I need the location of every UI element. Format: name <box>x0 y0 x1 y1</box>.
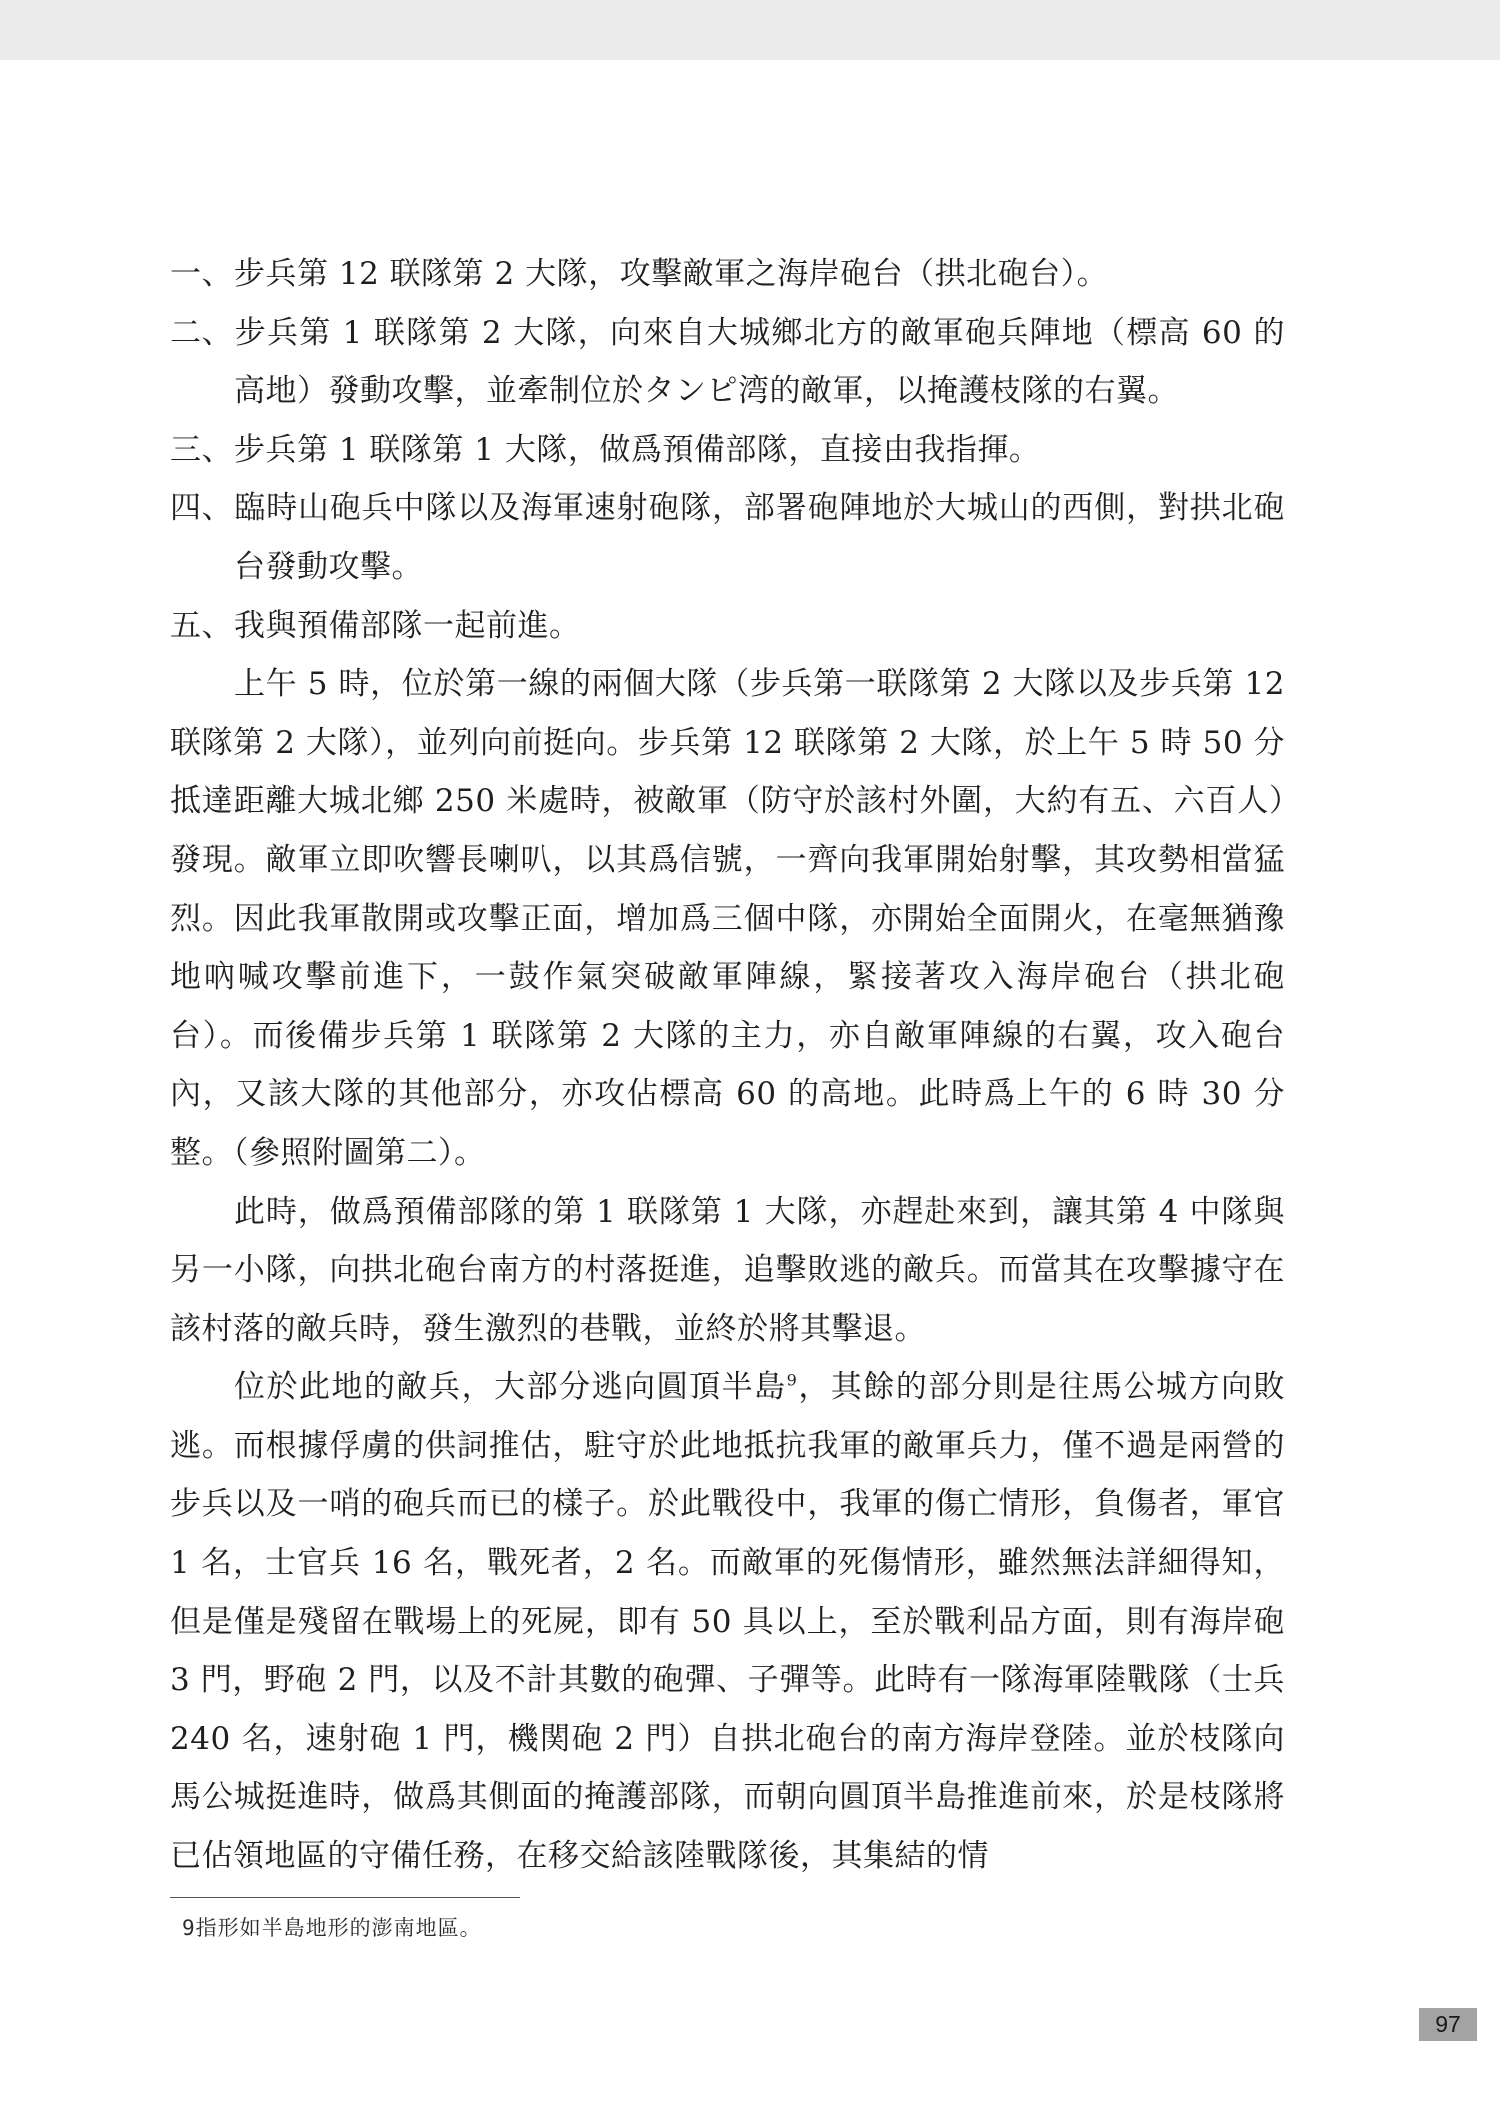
list-text: 臨時山砲兵中隊以及海軍速射砲隊，部署砲陣地於大城山的西側，對拱北砲台發動攻擊。 <box>234 490 1285 585</box>
list-item <box>170 479 1285 596</box>
list-text: 步兵第 1 联隊第 2 大隊，向來自大城鄉北方的敵軍砲兵陣地（標高 60 的高地）發動攻擊，並牽制位於タンピ湾的敵軍，以掩護枝隊的右翼。 <box>234 314 1285 410</box>
main-text <box>170 245 1285 1886</box>
list-number: 一、 <box>170 256 233 292</box>
list-number: 五、 <box>170 607 233 644</box>
footnote-divider <box>170 1897 520 1898</box>
paragraph-enemy-retreat <box>170 1358 1285 1885</box>
footnote-marker: 9 <box>786 1370 798 1390</box>
footnote: 9指形如半島地形的澎南地區。 <box>182 1916 482 1940</box>
list-number: 三、 <box>170 431 233 468</box>
paragraph-reserve-advance: 此時，做爲預備部隊的第 1 联隊第 1 大隊，亦趕赴來到，讓其第 4 中隊與另一小隊，向拱北砲台南方的村落挺進，追擊敗逃的敵兵。而當其在攻擊據守在該村落的敵兵時，發生激烈的巷戰，並終於將其擊退。 <box>170 1193 1285 1347</box>
paragraph-text-rest: ，其餘的部分則是往馬公城方向敗逃。而根據俘虜的供詞推估，駐守於此地抵抗我軍的敵軍兵力，僅不過是兩營的步兵以及一哨的砲兵而已的樣子。於此戰役中，我軍的傷亡情形，負傷者，軍官 1 名，士官兵 16 名，戰死者，2 名。而敵軍的死傷情形，雖然無法詳細得知，但是僅是殘留在戰場上的死屍，即有 50 具以上，至於戰利品方面，則有海岸砲 3 門，野砲 2 門，以及不計其數的砲彈、子彈等。此時有一隊海軍陸戰隊（士兵 240 名，速射砲 1 門，機関砲 2 門）自拱北砲台的南方海岸登陸。並於枝隊向馬公城挺進時，做爲其側面的掩護部隊，而朝向圓頂半島推進前來，於是枝隊將已佔領地區的守備任務，在移交給該陸戰隊後，其集結的情 <box>170 1369 1286 1875</box>
page-number: 97 <box>1419 2008 1477 2041</box>
list-number: 二、 <box>170 314 233 351</box>
list-item <box>170 597 1285 656</box>
list-item <box>170 245 1285 304</box>
list-text: 我與預備部隊一起前進。 <box>234 607 581 644</box>
scan-top-margin <box>0 0 1500 60</box>
list-text: 步兵第 12 联隊第 2 大隊，攻擊敵軍之海岸砲台（拱北砲台）。 <box>234 256 1109 292</box>
list-item <box>170 421 1285 480</box>
paragraph-text-start: 位於此地的敵兵，大部分逃向圓頂半島 <box>234 1369 787 1406</box>
list-item <box>170 304 1285 421</box>
paragraph-battle-start: 上午 5 時，位於第一線的兩個大隊（步兵第一联隊第 2 大隊以及步兵第 12 联隊第 2 大隊），並列向前挺向。步兵第 12 联隊第 2 大隊，於上午 5 時 50 分抵達距離大城北鄉 250 米處時，被敵軍（防守於該村外圍，大約有五、六百人）發現。敵軍立即吹響長喇叭，以其爲信號，一齊向我軍開始射擊，其攻勢相當猛烈。因此我軍散開或攻擊正面，增加爲三個中隊，亦開始全面開火，在毫無猶豫地吶喊攻擊前進下，一鼓作氣突破敵軍陣線，緊接著攻入海岸砲台（拱北砲台）。而後備步兵第 1 联隊第 2 大隊的主力，亦自敵軍陣線的右翼，攻入砲台內，又該大隊的其他部分，亦攻佔標高 60 的高地。此時爲上午的 6 時 30 分整。（參照附圖第二）。 <box>170 666 1285 1171</box>
list-text: 步兵第 1 联隊第 1 大隊，做爲預備部隊，直接由我指揮。 <box>234 431 1041 468</box>
list-number: 四、 <box>170 490 233 527</box>
